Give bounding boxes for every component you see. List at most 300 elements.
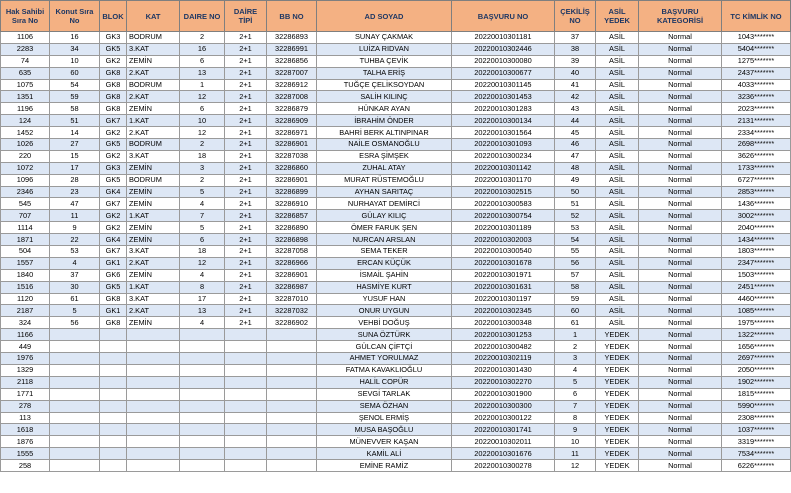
cell-tc-kimlik-no: 1503******* — [722, 269, 791, 281]
col-header-basvuru-kategorisi: BAŞVURU KATEGORİSİ — [639, 1, 722, 32]
cell-basvuru-no: 20220010301741 — [452, 424, 555, 436]
cell-hak-sahibi-sira-no: 1026 — [1, 139, 50, 151]
cell-asil-yedek: YEDEK — [596, 400, 639, 412]
cell-bb-no — [267, 341, 317, 353]
cell-basvuru-kategorisi: Normal — [639, 376, 722, 388]
cell-bb-no — [267, 364, 317, 376]
cell-basvuru-kategorisi: Normal — [639, 317, 722, 329]
table-row — [1, 210, 791, 222]
cell-daire-no: 1 — [180, 79, 225, 91]
cell-basvuru-kategorisi: Normal — [639, 127, 722, 139]
cell-tc-kimlik-no: 2131******* — [722, 115, 791, 127]
cell-bb-no: 32286901 — [267, 174, 317, 186]
cell-daire-no: 18 — [180, 150, 225, 162]
cell-daire-no: 3 — [180, 162, 225, 174]
cell-cekilis-no: 46 — [555, 139, 596, 151]
cell-kat — [127, 412, 180, 424]
cell-tc-kimlik-no: 1043******* — [722, 32, 791, 44]
cell-tc-kimlik-no: 6226******* — [722, 460, 791, 472]
cell-daire-tipi: 2+1 — [225, 79, 267, 91]
table-row — [1, 341, 791, 353]
cell-daire-no: 4 — [180, 269, 225, 281]
cell-daire-tipi: 2+1 — [225, 174, 267, 186]
cell-daire-tipi — [225, 376, 267, 388]
cell-cekilis-no: 38 — [555, 43, 596, 55]
cell-basvuru-kategorisi: Normal — [639, 460, 722, 472]
cell-cekilis-no: 11 — [555, 448, 596, 460]
cell-tc-kimlik-no: 2050******* — [722, 364, 791, 376]
cell-daire-tipi: 2+1 — [225, 43, 267, 55]
cell-kat: ZEMİN — [127, 162, 180, 174]
cell-hak-sahibi-sira-no: 1096 — [1, 174, 50, 186]
cell-hak-sahibi-sira-no: 1196 — [1, 103, 50, 115]
cell-kat — [127, 436, 180, 448]
cell-daire-no: 18 — [180, 246, 225, 258]
cell-kat: ZEMİN — [127, 222, 180, 234]
cell-blok — [100, 329, 127, 341]
cell-daire-no: 12 — [180, 257, 225, 269]
cell-tc-kimlik-no: 1902******* — [722, 376, 791, 388]
cell-tc-kimlik-no: 2334******* — [722, 127, 791, 139]
cell-blok — [100, 460, 127, 472]
cell-ad-soyad: TALHA ERİŞ — [317, 67, 452, 79]
cell-cekilis-no: 39 — [555, 55, 596, 67]
cell-asil-yedek: ASİL — [596, 210, 639, 222]
cell-konut-sira-no: 17 — [50, 162, 100, 174]
cell-daire-tipi — [225, 353, 267, 365]
cell-basvuru-kategorisi: Normal — [639, 222, 722, 234]
cell-daire-no: 6 — [180, 55, 225, 67]
cell-daire-no: 10 — [180, 115, 225, 127]
cell-asil-yedek: ASİL — [596, 198, 639, 210]
cell-ad-soyad: GÜLCAN ÇİFTÇİ — [317, 341, 452, 353]
cell-daire-tipi: 2+1 — [225, 91, 267, 103]
cell-tc-kimlik-no: 3319******* — [722, 436, 791, 448]
cell-kat — [127, 364, 180, 376]
cell-kat — [127, 329, 180, 341]
cell-basvuru-no: 20220010301676 — [452, 448, 555, 460]
cell-daire-no — [180, 341, 225, 353]
cell-bb-no — [267, 412, 317, 424]
cell-cekilis-no: 10 — [555, 436, 596, 448]
cell-basvuru-kategorisi: Normal — [639, 150, 722, 162]
cell-hak-sahibi-sira-no: 1840 — [1, 269, 50, 281]
cell-cekilis-no: 44 — [555, 115, 596, 127]
cell-kat: ZEMİN — [127, 269, 180, 281]
cell-basvuru-kategorisi: Normal — [639, 246, 722, 258]
cell-basvuru-kategorisi: Normal — [639, 198, 722, 210]
cell-bb-no: 32286893 — [267, 32, 317, 44]
cell-asil-yedek: ASİL — [596, 79, 639, 91]
cell-tc-kimlik-no: 1975******* — [722, 317, 791, 329]
cell-daire-tipi: 2+1 — [225, 269, 267, 281]
cell-ad-soyad: NURCAN ARSLAN — [317, 234, 452, 246]
table-row — [1, 55, 791, 67]
cell-blok: GK2 — [100, 127, 127, 139]
cell-ad-soyad: HÜNKAR AYAN — [317, 103, 452, 115]
cell-basvuru-kategorisi: Normal — [639, 341, 722, 353]
cell-daire-tipi: 2+1 — [225, 103, 267, 115]
cell-cekilis-no: 45 — [555, 127, 596, 139]
cell-basvuru-no: 20220010300134 — [452, 115, 555, 127]
cell-daire-no — [180, 412, 225, 424]
cell-bb-no: 32286901 — [267, 269, 317, 281]
cell-bb-no — [267, 353, 317, 365]
cell-ad-soyad: MUSA BAŞOĞLU — [317, 424, 452, 436]
cell-kat: 1.KAT — [127, 115, 180, 127]
cell-hak-sahibi-sira-no: 504 — [1, 246, 50, 258]
cell-daire-tipi: 2+1 — [225, 162, 267, 174]
col-header-daire-no: DAIRE NO — [180, 1, 225, 32]
cell-bb-no — [267, 460, 317, 472]
cell-daire-tipi: 2+1 — [225, 246, 267, 258]
cell-cekilis-no: 61 — [555, 317, 596, 329]
cell-blok: GK8 — [100, 103, 127, 115]
table-row — [1, 67, 791, 79]
cell-cekilis-no: 55 — [555, 246, 596, 258]
table-row — [1, 222, 791, 234]
cell-hak-sahibi-sira-no: 1114 — [1, 222, 50, 234]
cell-bb-no: 32286860 — [267, 162, 317, 174]
cell-basvuru-kategorisi: Normal — [639, 364, 722, 376]
cell-basvuru-no: 20220010300080 — [452, 55, 555, 67]
cell-daire-tipi — [225, 412, 267, 424]
cell-bb-no: 32286991 — [267, 43, 317, 55]
cell-blok: GK8 — [100, 67, 127, 79]
cell-konut-sira-no — [50, 364, 100, 376]
cell-konut-sira-no: 59 — [50, 91, 100, 103]
cell-kat: 2.KAT — [127, 91, 180, 103]
cell-ad-soyad: NAİLE OSMANOĞLU — [317, 139, 452, 151]
cell-daire-tipi — [225, 460, 267, 472]
cell-ad-soyad: KAMİL ALİ — [317, 448, 452, 460]
cell-bb-no: 32286987 — [267, 281, 317, 293]
cell-daire-tipi — [225, 388, 267, 400]
cell-bb-no: 32287038 — [267, 150, 317, 162]
cell-cekilis-no: 57 — [555, 269, 596, 281]
cell-kat: BODRUM — [127, 139, 180, 151]
cell-asil-yedek: ASİL — [596, 150, 639, 162]
table-row — [1, 79, 791, 91]
cell-blok: GK8 — [100, 79, 127, 91]
cell-bb-no: 32286890 — [267, 222, 317, 234]
cell-cekilis-no: 51 — [555, 198, 596, 210]
cell-daire-tipi: 2+1 — [225, 210, 267, 222]
cell-daire-tipi: 2+1 — [225, 198, 267, 210]
cell-cekilis-no: 48 — [555, 162, 596, 174]
cell-konut-sira-no: 11 — [50, 210, 100, 222]
cell-hak-sahibi-sira-no: 220 — [1, 150, 50, 162]
cell-cekilis-no: 49 — [555, 174, 596, 186]
cell-hak-sahibi-sira-no: 1771 — [1, 388, 50, 400]
cell-kat: ZEMİN — [127, 186, 180, 198]
cell-hak-sahibi-sira-no: 1452 — [1, 127, 50, 139]
cell-cekilis-no: 42 — [555, 91, 596, 103]
cell-asil-yedek: ASİL — [596, 139, 639, 151]
table-row — [1, 448, 791, 460]
cell-kat: BODRUM — [127, 32, 180, 44]
cell-asil-yedek: YEDEK — [596, 341, 639, 353]
cell-daire-no — [180, 353, 225, 365]
cell-basvuru-no: 20220010301197 — [452, 293, 555, 305]
cell-basvuru-kategorisi: Normal — [639, 186, 722, 198]
cell-ad-soyad: SEVGİ TARLAK — [317, 388, 452, 400]
table-row — [1, 257, 791, 269]
cell-asil-yedek: ASİL — [596, 281, 639, 293]
cell-blok — [100, 341, 127, 353]
col-header-hak-sahibi-sira-no: Hak Sahibi Sıra No — [1, 1, 50, 32]
cell-tc-kimlik-no: 6727******* — [722, 174, 791, 186]
cell-cekilis-no: 47 — [555, 150, 596, 162]
cell-asil-yedek: ASİL — [596, 103, 639, 115]
cell-cekilis-no: 54 — [555, 234, 596, 246]
cell-daire-no: 2 — [180, 32, 225, 44]
cell-ad-soyad: MÜNEVVER KAŞAN — [317, 436, 452, 448]
cell-daire-no: 8 — [180, 281, 225, 293]
cell-basvuru-kategorisi: Normal — [639, 43, 722, 55]
cell-tc-kimlik-no: 4033******* — [722, 79, 791, 91]
cell-hak-sahibi-sira-no: 1329 — [1, 364, 50, 376]
cell-blok: GK2 — [100, 150, 127, 162]
col-header-basvuru-no: BAŞVURU NO — [452, 1, 555, 32]
cell-asil-yedek: ASİL — [596, 115, 639, 127]
table-row — [1, 364, 791, 376]
table-row — [1, 353, 791, 365]
cell-blok: GK4 — [100, 186, 127, 198]
cell-konut-sira-no: 54 — [50, 79, 100, 91]
table-row — [1, 139, 791, 151]
cell-basvuru-no: 20220010300348 — [452, 317, 555, 329]
cell-blok — [100, 424, 127, 436]
cell-hak-sahibi-sira-no: 74 — [1, 55, 50, 67]
table-row — [1, 388, 791, 400]
cell-blok: GK1 — [100, 257, 127, 269]
cell-bb-no: 32286857 — [267, 210, 317, 222]
cell-blok: GK2 — [100, 222, 127, 234]
cell-asil-yedek: YEDEK — [596, 424, 639, 436]
cell-kat: 3.KAT — [127, 293, 180, 305]
cell-ad-soyad: HALİL COPÜR — [317, 376, 452, 388]
cell-cekilis-no: 40 — [555, 67, 596, 79]
cell-asil-yedek: ASİL — [596, 305, 639, 317]
cell-daire-tipi: 2+1 — [225, 186, 267, 198]
cell-kat: BODRUM — [127, 79, 180, 91]
cell-bb-no: 32286966 — [267, 257, 317, 269]
cell-cekilis-no: 3 — [555, 353, 596, 365]
cell-tc-kimlik-no: 2308******* — [722, 412, 791, 424]
cell-basvuru-kategorisi: Normal — [639, 388, 722, 400]
cell-hak-sahibi-sira-no: 2283 — [1, 43, 50, 55]
cell-hak-sahibi-sira-no: 2118 — [1, 376, 50, 388]
cell-basvuru-no: 20220010301253 — [452, 329, 555, 341]
cell-daire-tipi — [225, 341, 267, 353]
cell-daire-no — [180, 329, 225, 341]
table-row — [1, 376, 791, 388]
cell-basvuru-kategorisi: Normal — [639, 115, 722, 127]
cell-ad-soyad: SEMA ÖZHAN — [317, 400, 452, 412]
cell-ad-soyad: TUHBA ÇEVİK — [317, 55, 452, 67]
cell-tc-kimlik-no: 1085******* — [722, 305, 791, 317]
cell-daire-tipi — [225, 436, 267, 448]
cell-tc-kimlik-no: 2040******* — [722, 222, 791, 234]
cell-hak-sahibi-sira-no: 1976 — [1, 353, 50, 365]
cell-ad-soyad: NURHAYAT DEMİRCİ — [317, 198, 452, 210]
cell-basvuru-kategorisi: Normal — [639, 234, 722, 246]
cell-konut-sira-no: 15 — [50, 150, 100, 162]
cell-basvuru-kategorisi: Normal — [639, 79, 722, 91]
cell-daire-tipi: 2+1 — [225, 305, 267, 317]
table-row — [1, 127, 791, 139]
cell-asil-yedek: ASİL — [596, 55, 639, 67]
table-row — [1, 43, 791, 55]
cell-daire-tipi: 2+1 — [225, 55, 267, 67]
cell-cekilis-no: 37 — [555, 32, 596, 44]
cell-hak-sahibi-sira-no: 1557 — [1, 257, 50, 269]
cell-ad-soyad: ERCAN KÜÇÜK — [317, 257, 452, 269]
cell-bb-no — [267, 400, 317, 412]
cell-kat: 3.KAT — [127, 246, 180, 258]
cell-blok: GK7 — [100, 198, 127, 210]
table-row — [1, 186, 791, 198]
cell-konut-sira-no: 10 — [50, 55, 100, 67]
cell-daire-tipi — [225, 448, 267, 460]
cell-konut-sira-no: 37 — [50, 269, 100, 281]
cell-konut-sira-no — [50, 341, 100, 353]
cell-kat: 3.KAT — [127, 43, 180, 55]
cell-asil-yedek: ASİL — [596, 174, 639, 186]
cell-basvuru-no: 20220010300754 — [452, 210, 555, 222]
cell-basvuru-kategorisi: Normal — [639, 448, 722, 460]
cell-daire-no: 13 — [180, 67, 225, 79]
table-row — [1, 269, 791, 281]
cell-basvuru-no: 20220010302270 — [452, 376, 555, 388]
cell-asil-yedek: ASİL — [596, 186, 639, 198]
table-row — [1, 305, 791, 317]
cell-konut-sira-no: 5 — [50, 305, 100, 317]
cell-daire-no: 4 — [180, 317, 225, 329]
cell-hak-sahibi-sira-no: 1351 — [1, 91, 50, 103]
cell-hak-sahibi-sira-no: 2187 — [1, 305, 50, 317]
cell-kat: ZEMİN — [127, 55, 180, 67]
cell-konut-sira-no — [50, 424, 100, 436]
cell-hak-sahibi-sira-no: 124 — [1, 115, 50, 127]
cell-tc-kimlik-no: 2697******* — [722, 353, 791, 365]
cell-kat: 1.KAT — [127, 281, 180, 293]
cell-kat: BODRUM — [127, 174, 180, 186]
cell-basvuru-kategorisi: Normal — [639, 305, 722, 317]
cell-asil-yedek: YEDEK — [596, 460, 639, 472]
cell-hak-sahibi-sira-no: 707 — [1, 210, 50, 222]
cell-ad-soyad: BAHRİ BERK ALTINPINAR — [317, 127, 452, 139]
cell-tc-kimlik-no: 1733******* — [722, 162, 791, 174]
cell-basvuru-no: 20220010301142 — [452, 162, 555, 174]
cell-basvuru-kategorisi: Normal — [639, 139, 722, 151]
cell-bb-no: 32287010 — [267, 293, 317, 305]
cell-ad-soyad: SUNA ÖZTÜRK — [317, 329, 452, 341]
cell-blok: GK6 — [100, 269, 127, 281]
cell-basvuru-no: 20220010300540 — [452, 246, 555, 258]
cell-basvuru-no: 20220010302011 — [452, 436, 555, 448]
cell-basvuru-kategorisi: Normal — [639, 400, 722, 412]
cell-konut-sira-no: 61 — [50, 293, 100, 305]
cell-konut-sira-no: 47 — [50, 198, 100, 210]
cell-basvuru-kategorisi: Normal — [639, 293, 722, 305]
cell-basvuru-no: 20220010300677 — [452, 67, 555, 79]
cell-konut-sira-no — [50, 448, 100, 460]
cell-asil-yedek: ASİL — [596, 43, 639, 55]
col-header-blok: BLOK — [100, 1, 127, 32]
cell-konut-sira-no: 58 — [50, 103, 100, 115]
cell-kat: ZEMİN — [127, 198, 180, 210]
cell-blok: GK7 — [100, 246, 127, 258]
cell-bb-no: 32286909 — [267, 115, 317, 127]
cell-konut-sira-no: 23 — [50, 186, 100, 198]
cell-tc-kimlik-no: 1436******* — [722, 198, 791, 210]
cell-daire-no — [180, 364, 225, 376]
cell-tc-kimlik-no: 2023******* — [722, 103, 791, 115]
cell-konut-sira-no: 28 — [50, 174, 100, 186]
cell-kat — [127, 376, 180, 388]
cell-kat — [127, 388, 180, 400]
cell-daire-no: 6 — [180, 234, 225, 246]
cell-basvuru-kategorisi: Normal — [639, 67, 722, 79]
table-row — [1, 32, 791, 44]
cell-daire-no — [180, 424, 225, 436]
cell-ad-soyad: İBRAHİM ÖNDER — [317, 115, 452, 127]
cell-blok — [100, 448, 127, 460]
cell-ad-soyad: GÜLAY KILIÇ — [317, 210, 452, 222]
cell-blok: GK2 — [100, 55, 127, 67]
cell-kat: 2.KAT — [127, 67, 180, 79]
cell-tc-kimlik-no: 2698******* — [722, 139, 791, 151]
cell-basvuru-no: 20220010301453 — [452, 91, 555, 103]
cell-kat — [127, 460, 180, 472]
cell-cekilis-no: 43 — [555, 103, 596, 115]
cell-bb-no: 32287008 — [267, 91, 317, 103]
cell-hak-sahibi-sira-no: 324 — [1, 317, 50, 329]
cell-daire-no — [180, 448, 225, 460]
table-row — [1, 246, 791, 258]
cell-cekilis-no: 4 — [555, 364, 596, 376]
cell-asil-yedek: ASİL — [596, 67, 639, 79]
cell-ad-soyad: AYHAN SARITAÇ — [317, 186, 452, 198]
cell-basvuru-kategorisi: Normal — [639, 257, 722, 269]
cell-ad-soyad: AHMET YORULMAZ — [317, 353, 452, 365]
cell-basvuru-no: 20220010302003 — [452, 234, 555, 246]
cell-basvuru-no: 20220010300300 — [452, 400, 555, 412]
cell-kat: ZEMİN — [127, 317, 180, 329]
table-row — [1, 103, 791, 115]
cell-basvuru-kategorisi: Normal — [639, 281, 722, 293]
cell-basvuru-kategorisi: Normal — [639, 436, 722, 448]
cell-daire-no: 6 — [180, 103, 225, 115]
table-row — [1, 234, 791, 246]
cell-bb-no — [267, 436, 317, 448]
cell-tc-kimlik-no: 3626******* — [722, 150, 791, 162]
cell-asil-yedek: ASİL — [596, 246, 639, 258]
cell-ad-soyad: ESRA ŞİMŞEK — [317, 150, 452, 162]
cell-daire-tipi: 2+1 — [225, 257, 267, 269]
cell-basvuru-kategorisi: Normal — [639, 424, 722, 436]
cell-hak-sahibi-sira-no: 278 — [1, 400, 50, 412]
cell-daire-no: 12 — [180, 127, 225, 139]
cell-bb-no: 32286898 — [267, 234, 317, 246]
cell-daire-tipi — [225, 329, 267, 341]
table-row — [1, 317, 791, 329]
cell-konut-sira-no — [50, 376, 100, 388]
cell-daire-no — [180, 436, 225, 448]
cell-ad-soyad: EMİNE RAMİZ — [317, 460, 452, 472]
